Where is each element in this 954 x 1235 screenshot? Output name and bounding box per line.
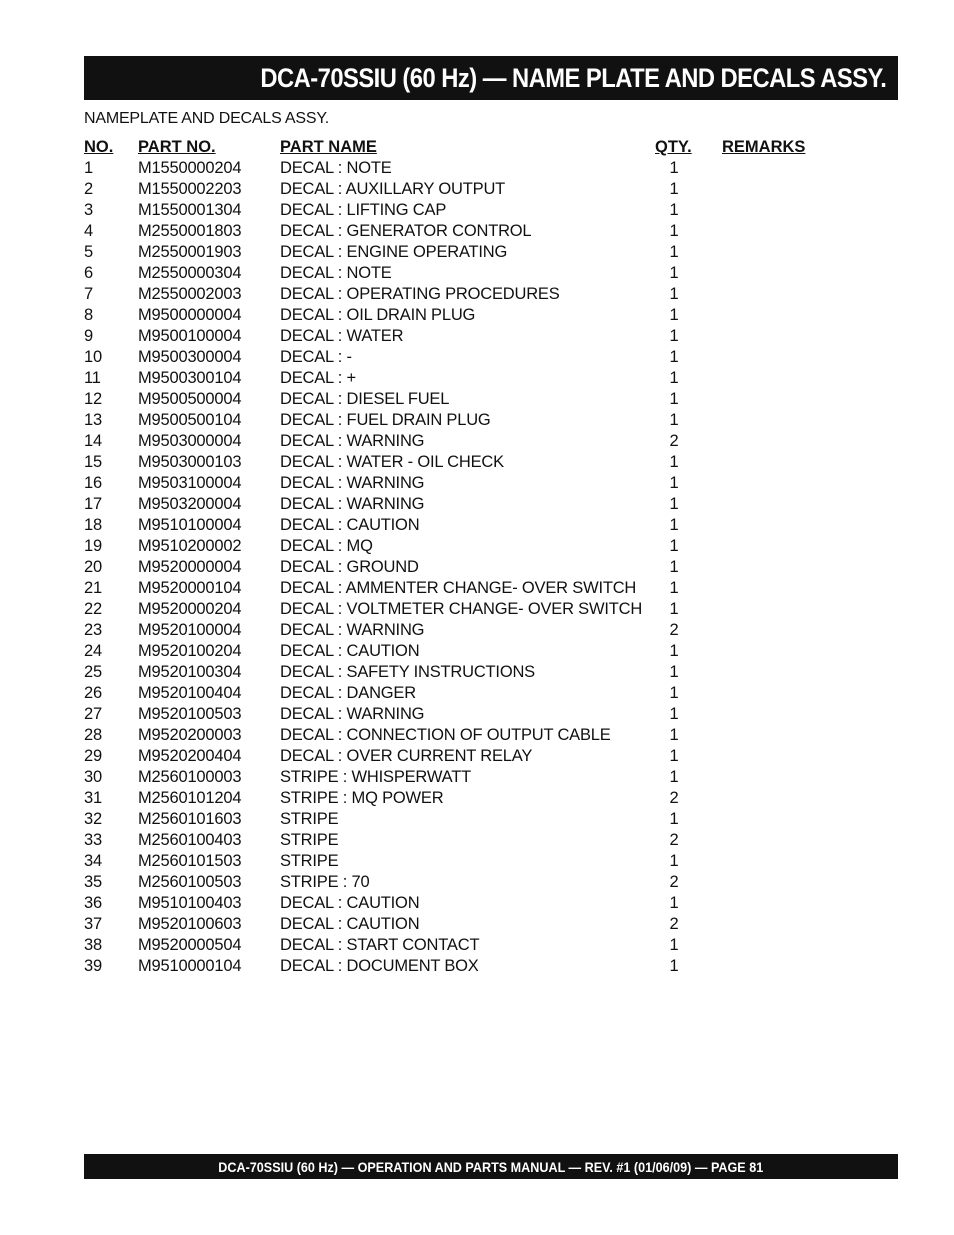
quantity: 1 [669, 474, 679, 492]
part-number: M2560100003 [138, 768, 242, 786]
part-name: DECAL : - [280, 348, 352, 366]
part-name: DECAL : + [280, 369, 356, 387]
row-number: 19 [84, 537, 102, 555]
table-row [84, 830, 844, 851]
part-number: M2550001903 [138, 243, 242, 261]
quantity: 1 [669, 411, 679, 429]
part-name: DECAL : GROUND [280, 558, 419, 576]
part-number: M9503200004 [138, 495, 242, 513]
part-name: DECAL : AMMENTER CHANGE- OVER SWITCH [280, 579, 637, 597]
table-row [84, 368, 844, 389]
part-number: M9503000103 [138, 453, 242, 471]
part-name: DECAL : WARNING [280, 621, 425, 639]
table-header-row [84, 137, 844, 158]
row-number: 9 [84, 327, 93, 345]
table-row [84, 389, 844, 410]
page-title-bar [84, 56, 898, 100]
part-number: M9520000204 [138, 600, 242, 618]
page-footer-bar [84, 1154, 898, 1179]
part-name: DECAL : WARNING [280, 432, 425, 450]
table-row [84, 242, 844, 263]
part-number: M2560100503 [138, 873, 242, 891]
quantity: 1 [669, 453, 679, 471]
page-title: DCA-70SSIU (60 Hz) — NAME PLATE AND DECALS ASSY. [260, 62, 886, 93]
column-header-qty: QTY. [655, 138, 692, 156]
row-number: 39 [84, 957, 102, 975]
part-number: M9520000004 [138, 558, 242, 576]
table-row [84, 599, 844, 620]
part-name: DECAL : CAUTION [280, 516, 420, 534]
part-name: DECAL : CONNECTION OF OUTPUT CABLE [280, 726, 611, 744]
quantity: 2 [669, 432, 679, 450]
quantity: 2 [669, 621, 679, 639]
part-number: M9503100004 [138, 474, 242, 492]
table-row [84, 452, 844, 473]
part-number: M1550002203 [138, 180, 242, 198]
quantity: 1 [669, 684, 679, 702]
table-row [84, 578, 844, 599]
part-name: DECAL : CAUTION [280, 894, 420, 912]
part-name: DECAL : CAUTION [280, 915, 420, 933]
part-number: M9503000004 [138, 432, 242, 450]
quantity: 1 [669, 369, 679, 387]
part-number: M2560101503 [138, 852, 242, 870]
table-row [84, 725, 844, 746]
part-name: DECAL : WARNING [280, 705, 425, 723]
row-number: 23 [84, 621, 102, 639]
quantity: 1 [669, 726, 679, 744]
table-row [84, 221, 844, 242]
quantity: 1 [669, 390, 679, 408]
part-number: M9500300104 [138, 369, 242, 387]
row-number: 31 [84, 789, 102, 807]
row-number: 17 [84, 495, 102, 513]
part-name: DECAL : SAFETY INSTRUCTIONS [280, 663, 535, 681]
quantity: 1 [669, 957, 679, 975]
part-number: M9500100004 [138, 327, 242, 345]
table-row [84, 263, 844, 284]
table-row [84, 410, 844, 431]
quantity: 1 [669, 579, 679, 597]
table-row [84, 935, 844, 956]
row-number: 10 [84, 348, 102, 366]
row-number: 25 [84, 663, 102, 681]
table-row [84, 620, 844, 641]
part-name: DECAL : DIESEL FUEL [280, 390, 450, 408]
part-name: STRIPE : 70 [280, 873, 370, 891]
quantity: 1 [669, 558, 679, 576]
part-name: DECAL : NOTE [280, 159, 392, 177]
part-number: M9520000104 [138, 579, 242, 597]
quantity: 1 [669, 516, 679, 534]
part-name: DECAL : WATER - OIL CHECK [280, 453, 504, 471]
quantity: 2 [669, 873, 679, 891]
table-row [84, 767, 844, 788]
quantity: 1 [669, 348, 679, 366]
row-number: 24 [84, 642, 102, 660]
table-row [84, 347, 844, 368]
part-name: DECAL : NOTE [280, 264, 392, 282]
part-name: DECAL : GENERATOR CONTROL [280, 222, 532, 240]
part-name: DECAL : OIL DRAIN PLUG [280, 306, 476, 324]
column-header-remarks: REMARKS [722, 138, 806, 156]
table-row [84, 473, 844, 494]
table-body [84, 158, 844, 977]
quantity: 1 [669, 285, 679, 303]
part-name: STRIPE [280, 810, 339, 828]
row-number: 35 [84, 873, 102, 891]
table-row [84, 788, 844, 809]
quantity: 1 [669, 495, 679, 513]
part-number: M2560101204 [138, 789, 242, 807]
table-row [84, 851, 844, 872]
row-number: 6 [84, 264, 93, 282]
part-number: M9510200002 [138, 537, 242, 555]
part-number: M9520100204 [138, 642, 242, 660]
part-name: DECAL : OVER CURRENT RELAY [280, 747, 533, 765]
quantity: 1 [669, 810, 679, 828]
part-name: STRIPE [280, 831, 339, 849]
row-number: 38 [84, 936, 102, 954]
quantity: 1 [669, 747, 679, 765]
row-number: 1 [84, 159, 93, 177]
table-row [84, 515, 844, 536]
page-footer: DCA-70SSIU (60 Hz) — OPERATION AND PARTS MANUAL — REV. #1 (01/06/09) — PAGE 81 [218, 1158, 764, 1175]
column-header-part-name: PART NAME [280, 138, 377, 156]
quantity: 1 [669, 159, 679, 177]
part-name: DECAL : START CONTACT [280, 936, 480, 954]
part-name: DECAL : ENGINE OPERATING [280, 243, 508, 261]
quantity: 1 [669, 663, 679, 681]
part-name: DECAL : AUXILLARY OUTPUT [280, 180, 506, 198]
parts-table [84, 137, 844, 977]
table-row [84, 683, 844, 704]
row-number: 20 [84, 558, 102, 576]
quantity: 1 [669, 222, 679, 240]
part-number: M9520000504 [138, 936, 242, 954]
row-number: 13 [84, 411, 102, 429]
quantity: 2 [669, 831, 679, 849]
part-number: M1550001304 [138, 201, 242, 219]
part-number: M9510000104 [138, 957, 242, 975]
table-row [84, 284, 844, 305]
row-number: 5 [84, 243, 93, 261]
row-number: 14 [84, 432, 102, 450]
table-row [84, 536, 844, 557]
table-row [84, 494, 844, 515]
row-number: 26 [84, 684, 102, 702]
part-number: M9520100404 [138, 684, 242, 702]
part-name: DECAL : WARNING [280, 474, 425, 492]
row-number: 2 [84, 180, 93, 198]
quantity: 1 [669, 600, 679, 618]
part-number: M9500500104 [138, 411, 242, 429]
table-row [84, 872, 844, 893]
part-number: M9520200003 [138, 726, 242, 744]
part-name: DECAL : CAUTION [280, 642, 420, 660]
table-row [84, 305, 844, 326]
table-row [84, 641, 844, 662]
part-number: M9510100004 [138, 516, 242, 534]
table-row [84, 746, 844, 767]
part-name: DECAL : WATER [280, 327, 404, 345]
part-number: M9520200404 [138, 747, 242, 765]
part-number: M2560100403 [138, 831, 242, 849]
part-number: M9500300004 [138, 348, 242, 366]
table-row [84, 809, 844, 830]
table-row [84, 200, 844, 221]
quantity: 1 [669, 852, 679, 870]
table-row [84, 956, 844, 977]
quantity: 2 [669, 789, 679, 807]
part-number: M1550000204 [138, 159, 242, 177]
part-number: M2560101603 [138, 810, 242, 828]
row-number: 34 [84, 852, 102, 870]
row-number: 27 [84, 705, 102, 723]
quantity: 1 [669, 537, 679, 555]
row-number: 37 [84, 915, 102, 933]
quantity: 1 [669, 264, 679, 282]
part-name: DECAL : LIFTING CAP [280, 201, 447, 219]
table-row [84, 557, 844, 578]
part-name: DECAL : VOLTMETER CHANGE- OVER SWITCH [280, 600, 643, 618]
row-number: 15 [84, 453, 102, 471]
part-name: STRIPE [280, 852, 339, 870]
quantity: 1 [669, 894, 679, 912]
row-number: 28 [84, 726, 102, 744]
table-row [84, 158, 844, 179]
part-name: DECAL : WARNING [280, 495, 425, 513]
quantity: 1 [669, 936, 679, 954]
part-name: DECAL : OPERATING PROCEDURES [280, 285, 560, 303]
part-number: M9510100403 [138, 894, 242, 912]
row-number: 32 [84, 810, 102, 828]
part-name: DECAL : FUEL DRAIN PLUG [280, 411, 491, 429]
quantity: 1 [669, 327, 679, 345]
part-number: M2550002003 [138, 285, 242, 303]
row-number: 3 [84, 201, 93, 219]
part-name: DECAL : MQ [280, 537, 373, 555]
table-row [84, 704, 844, 725]
table-row [84, 179, 844, 200]
row-number: 11 [84, 369, 101, 387]
part-name: STRIPE : MQ POWER [280, 789, 444, 807]
part-number: M2550001803 [138, 222, 242, 240]
row-number: 12 [84, 390, 102, 408]
table-row [84, 431, 844, 452]
row-number: 33 [84, 831, 102, 849]
part-number: M9500500004 [138, 390, 242, 408]
row-number: 36 [84, 894, 102, 912]
row-number: 30 [84, 768, 102, 786]
row-number: 18 [84, 516, 102, 534]
part-number: M9520100304 [138, 663, 242, 681]
part-number: M2550000304 [138, 264, 242, 282]
part-name: DECAL : DANGER [280, 684, 416, 702]
part-name: DECAL : DOCUMENT BOX [280, 957, 479, 975]
row-number: 29 [84, 747, 102, 765]
quantity: 1 [669, 180, 679, 198]
column-header-no: NO. [84, 138, 114, 156]
row-number: 21 [84, 579, 102, 597]
quantity: 1 [669, 642, 679, 660]
part-number: M9520100603 [138, 915, 242, 933]
column-header-part-no: PART NO. [138, 138, 216, 156]
table-row [84, 893, 844, 914]
row-number: 4 [84, 222, 93, 240]
part-number: M9520100503 [138, 705, 242, 723]
part-number: M9520100004 [138, 621, 242, 639]
part-number: M9500000004 [138, 306, 242, 324]
table-row [84, 326, 844, 347]
quantity: 1 [669, 306, 679, 324]
quantity: 1 [669, 201, 679, 219]
quantity: 1 [669, 768, 679, 786]
table-row [84, 662, 844, 683]
part-name: STRIPE : WHISPERWATT [280, 768, 471, 786]
row-number: 22 [84, 600, 102, 618]
table-row [84, 914, 844, 935]
row-number: 7 [84, 285, 93, 303]
section-label: NAMEPLATE AND DECALS ASSY. [84, 110, 329, 127]
row-number: 16 [84, 474, 102, 492]
quantity: 1 [669, 705, 679, 723]
row-number: 8 [84, 306, 93, 324]
quantity: 2 [669, 915, 679, 933]
quantity: 1 [669, 243, 679, 261]
